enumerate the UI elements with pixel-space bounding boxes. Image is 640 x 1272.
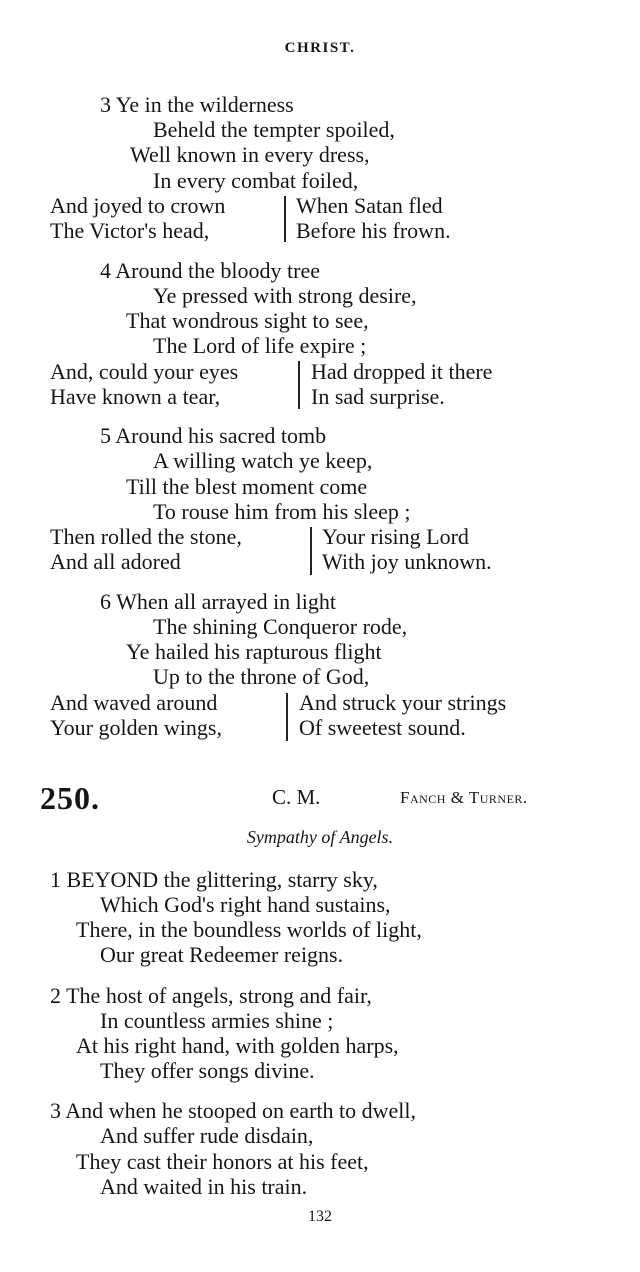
verse-line: Which God's right hand sustains, bbox=[100, 892, 391, 917]
verse-number: 2 bbox=[50, 983, 61, 1008]
verse-number: 3 bbox=[100, 92, 111, 117]
verse-number: 3 bbox=[50, 1098, 61, 1123]
hymn-title: Sympathy of Angels. bbox=[246, 827, 394, 847]
split-rule bbox=[310, 527, 312, 575]
split-line-right: In sad surprise. bbox=[311, 384, 445, 409]
split-line-right: Before his frown. bbox=[296, 218, 451, 243]
split-line-right: Your rising Lord bbox=[322, 524, 469, 549]
verse-line: Our great Redeemer reigns. bbox=[100, 942, 344, 967]
verse-number: 1 bbox=[50, 867, 61, 892]
verse-line: 1 BEYOND the glittering, starry sky, bbox=[50, 867, 378, 892]
hymn-meter: C. M. bbox=[272, 785, 321, 809]
verse-line: In countless armies shine ; bbox=[100, 1008, 334, 1033]
verse-line: Ye hailed his rapturous flight bbox=[126, 639, 382, 664]
split-line-right: Had dropped it there bbox=[311, 359, 493, 384]
verse-line: 4 Around the bloody tree bbox=[100, 258, 320, 283]
verse-line: That wondrous sight to see, bbox=[126, 308, 369, 333]
verse-line: Till the blest moment come bbox=[126, 474, 368, 499]
split-rule bbox=[284, 196, 286, 242]
split-line-left: Then rolled the stone, bbox=[50, 524, 242, 549]
split-line-left: Your golden wings, bbox=[50, 715, 222, 740]
verse-line: 3 And when he stooped on earth to dwell, bbox=[50, 1098, 416, 1123]
split-line-right: With joy unknown. bbox=[322, 549, 492, 574]
hymn-author: Fanch & Turner. bbox=[400, 788, 528, 807]
split-line-left: And all adored bbox=[50, 549, 181, 574]
verse-line: A willing watch ye keep, bbox=[153, 448, 373, 473]
verse-number: 4 bbox=[100, 258, 111, 283]
verse-line: The Lord of life expire ; bbox=[153, 333, 367, 358]
verse-line: Ye pressed with strong desire, bbox=[153, 283, 417, 308]
split-line-left: And waved around bbox=[50, 690, 218, 715]
verse-line: To rouse him from his sleep ; bbox=[153, 499, 411, 524]
verse-number: 5 bbox=[100, 423, 111, 448]
verse-number: 6 bbox=[100, 589, 111, 614]
page-number: 132 bbox=[308, 1208, 332, 1225]
split-line-left: And, could your eyes bbox=[50, 359, 239, 384]
verse-line: There, in the boundless worlds of light, bbox=[76, 917, 422, 942]
verse-line: The shining Conqueror rode, bbox=[153, 614, 408, 639]
verse-line: And waited in his train. bbox=[100, 1174, 308, 1199]
split-rule bbox=[298, 361, 300, 409]
verse-line: 3 Ye in the wilderness bbox=[100, 92, 294, 117]
verse-line: At his right hand, with golden harps, bbox=[76, 1033, 399, 1058]
split-line-left: The Victor's head, bbox=[50, 218, 210, 243]
verse-line: 6 When all arrayed in light bbox=[100, 589, 337, 614]
verse-line: Beheld the tempter spoiled, bbox=[153, 117, 395, 142]
split-line-right: Of sweetest sound. bbox=[299, 715, 466, 740]
running-head: CHRIST. bbox=[284, 40, 356, 56]
split-line-right: When Satan fled bbox=[296, 193, 443, 218]
verse-line: In every combat foiled, bbox=[153, 168, 359, 193]
verse-line: Up to the throne of God, bbox=[153, 664, 370, 689]
split-line-left: And joyed to crown bbox=[50, 193, 226, 218]
verse-line: Well known in every dress, bbox=[130, 142, 370, 167]
verse-line: 2 The host of angels, strong and fair, bbox=[50, 983, 372, 1008]
verse-line: They cast their honors at his feet, bbox=[76, 1149, 369, 1174]
hymn-number: 250. bbox=[40, 780, 100, 816]
split-rule bbox=[286, 693, 288, 741]
verse-line: They offer songs divine. bbox=[100, 1058, 315, 1083]
verse-line: And suffer rude disdain, bbox=[100, 1123, 314, 1148]
split-line-left: Have known a tear, bbox=[50, 384, 221, 409]
verse-line: 5 Around his sacred tomb bbox=[100, 423, 327, 448]
split-line-right: And struck your strings bbox=[299, 690, 507, 715]
